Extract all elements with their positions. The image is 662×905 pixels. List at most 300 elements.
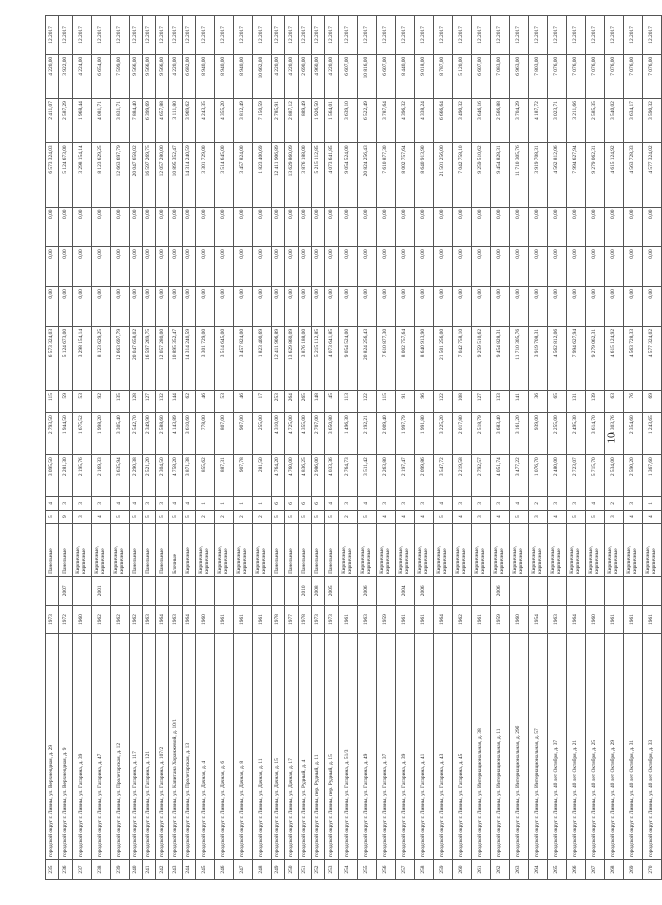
cell-year-overhaul	[471, 576, 490, 605]
cell-max-cost-per-sqm: 7 076,00	[547, 54, 566, 98]
cell-year-built: 1963	[357, 605, 376, 634]
cell-year-overhaul	[142, 576, 155, 605]
cell-residents: 131	[566, 391, 585, 413]
cell-year-overhaul: 2005	[325, 576, 338, 605]
cell-residents: 128	[129, 391, 142, 413]
cell-completion-date: 12.2017	[298, 16, 311, 55]
table-row	[142, 16, 155, 880]
cell-cost-local: 0,00	[452, 207, 471, 247]
cell-cost-local: 0,00	[376, 207, 395, 247]
cell-cost-regional: 0,00	[338, 247, 357, 287]
cell-completion-date: 12.2017	[452, 16, 471, 55]
cell-completion-date: 12.2017	[285, 16, 298, 55]
cell-living-area: 2 542,70	[129, 413, 142, 455]
cell-year-built: 1961	[338, 605, 357, 634]
cell-cost-owners: 7 994 627,94	[566, 143, 585, 207]
cell-cost-per-sqm: 3 111,80	[169, 99, 182, 143]
cell-residents: 76	[623, 391, 642, 413]
cell-year-overhaul	[452, 576, 471, 605]
cell-cost-federal: 0,00	[452, 287, 471, 327]
cell-row-number: 259	[433, 860, 452, 880]
cell-cost-federal: 0,00	[215, 287, 234, 327]
cell-total-area: 907,78	[234, 455, 253, 497]
cell-living-area: 3 305,40	[110, 413, 129, 455]
cell-floors: 5	[298, 510, 311, 523]
cell-total-area: 3 095,50	[46, 455, 59, 497]
cell-wall-material: Панельные	[59, 523, 72, 576]
cell-cost-owners: 4 577 324,02	[642, 143, 661, 207]
cell-year-overhaul: 2006	[490, 576, 509, 605]
cell-wall-material: Панельные	[311, 523, 324, 576]
cell-cost-local: 0,00	[325, 207, 338, 247]
cell-cost-owners: 4 615 124,92	[604, 143, 623, 207]
cell-entrances: 3	[395, 497, 414, 510]
cell-year-overhaul	[585, 576, 604, 605]
cell-entrances: 3	[142, 497, 155, 510]
cell-cost-federal: 0,00	[357, 287, 376, 327]
cell-entrances: 4	[509, 497, 528, 510]
cell-residents: 115	[376, 391, 395, 413]
cell-year-overhaul	[623, 576, 642, 605]
cell-living-area: 4 355,00	[298, 413, 311, 455]
cell-row-number: 255	[357, 860, 376, 880]
cell-cost-regional: 0,00	[566, 247, 585, 287]
cell-cost-owners: 3 298 154,14	[72, 143, 91, 207]
cell-cost-owners: 4 563 728,33	[623, 143, 642, 207]
cell-entrances: 1	[253, 497, 272, 510]
cell-living-area: 3 610,60	[182, 413, 195, 455]
cell-cost-total: 1 823 400,69	[253, 326, 272, 390]
cell-row-number: 258	[414, 860, 433, 880]
cell-address: городской округ г. Ливны, ул. Гагарина, д. 107/2	[156, 634, 169, 860]
cell-wall-material: Кирпичные	[182, 523, 195, 576]
cell-address: городской округ г. Ливны, ул. Дачная, д. 15	[272, 634, 285, 860]
cell-floors: 4	[376, 510, 395, 523]
cell-cost-per-sqm: 1 968,44	[72, 99, 91, 143]
cell-residents: 53	[72, 391, 91, 413]
cell-cost-regional: 0,00	[59, 247, 72, 287]
cell-row-number: 247	[234, 860, 253, 880]
cell-floors: 5	[509, 510, 528, 523]
cell-year-overhaul	[272, 576, 285, 605]
cell-entrances: 3	[547, 497, 566, 510]
cell-row-number: 257	[395, 860, 414, 880]
cell-address: городской округ г. Ливны, ул. 40 лет Октября, д. 25	[585, 634, 604, 860]
cell-residents: 69	[642, 391, 661, 413]
cell-cost-per-sqm: 4 657,88	[156, 99, 169, 143]
cell-completion-date: 12.2017	[376, 16, 395, 55]
cell-year-built: 1973	[325, 605, 338, 634]
cell-entrances: 4	[169, 497, 182, 510]
cell-total-area: 4 836,25	[298, 455, 311, 497]
cell-cost-local: 0,00	[623, 207, 642, 247]
table-row	[46, 16, 59, 880]
cell-completion-date: 12.2017	[215, 16, 234, 55]
cell-cost-per-sqm: 3 590,32	[642, 99, 661, 143]
cell-cost-total: 20 824 256,43	[357, 326, 376, 390]
cell-total-area: 2 764,73	[338, 455, 357, 497]
cell-cost-federal: 0,00	[142, 287, 155, 327]
cell-year-built: 1960	[196, 605, 215, 634]
cell-cost-owners: 9 279 062,31	[585, 143, 604, 207]
cell-wall-material: Кирпичные, кирпичные	[509, 523, 528, 576]
cell-floors: 4	[642, 510, 661, 523]
cell-row-number: 269	[623, 860, 642, 880]
cell-total-area: 3 635,94	[110, 455, 129, 497]
cell-cost-per-sqm: 4 338,24	[414, 99, 433, 143]
cell-year-overhaul	[253, 576, 272, 605]
table-row	[509, 16, 528, 880]
cell-year-built: 1961	[253, 605, 272, 634]
cell-cost-owners: 6 573 324,03	[46, 143, 59, 207]
cell-address: городской округ г. Ливны, ул. 40 лет Октября, д. 33	[642, 634, 661, 860]
cell-floors: 4	[490, 510, 509, 523]
cell-row-number: 263	[509, 860, 528, 880]
cell-cost-owners: 12 411 906,89	[272, 143, 285, 207]
cell-cost-local: 0,00	[182, 207, 195, 247]
cell-year-built: 1963	[169, 605, 182, 634]
cell-row-number: 262	[490, 860, 509, 880]
cell-cost-owners: 14 314 240,59	[182, 143, 195, 207]
table-row	[490, 16, 509, 880]
cell-year-overhaul	[509, 576, 528, 605]
cell-total-area: 281,50	[253, 455, 272, 497]
table-body	[46, 16, 662, 880]
cell-cost-owners: 3 514 645,00	[215, 143, 234, 207]
cell-cost-local: 0,00	[490, 207, 509, 247]
cell-year-built: 1961	[471, 605, 490, 634]
cell-row-number: 249	[272, 860, 285, 880]
cell-residents: 127	[471, 391, 490, 413]
cell-cost-local: 0,00	[272, 207, 285, 247]
cell-wall-material: Кирпичные, кирпичные	[215, 523, 234, 576]
cell-floors: 5	[272, 510, 285, 523]
cell-cost-local: 0,00	[471, 207, 490, 247]
cell-completion-date: 12.2017	[234, 16, 253, 55]
cell-row-number: 236	[59, 860, 72, 880]
cell-residents: 253	[272, 391, 285, 413]
cell-living-area: 939,00	[528, 413, 547, 455]
cell-entrances: 3	[156, 497, 169, 510]
housing-register-table	[45, 15, 662, 880]
cell-cost-per-sqm: 1 926,50	[311, 99, 324, 143]
cell-completion-date: 12.2017	[490, 16, 509, 55]
cell-cost-regional: 0,00	[156, 247, 169, 287]
cell-living-area: 1 496,30	[338, 413, 357, 455]
cell-year-built: 1964	[156, 605, 169, 634]
cell-cost-per-sqm: 3 490,32	[452, 99, 471, 143]
cell-living-area: 1 997,79	[395, 413, 414, 455]
cell-max-cost-per-sqm: 7 076,00	[623, 54, 642, 98]
cell-address: городской округ г. Ливны, ул. Гагарина, д. 47	[91, 634, 110, 860]
cell-row-number: 268	[604, 860, 623, 880]
cell-cost-total: 21 501 256,00	[433, 326, 452, 390]
cell-living-area: 1 944,50	[59, 413, 72, 455]
cell-row-number: 252	[311, 860, 324, 880]
cell-year-built: 1962	[110, 605, 129, 634]
cell-living-area: 2 354,60	[623, 413, 642, 455]
cell-max-cost-per-sqm: 7 076,00	[642, 54, 661, 98]
cell-address: городской округ г. Ливны, ул. Гагарина, д. 37	[376, 634, 395, 860]
cell-floors: 4	[452, 510, 471, 523]
cell-max-cost-per-sqm: 8 940,00	[215, 54, 234, 98]
cell-row-number: 270	[642, 860, 661, 880]
cell-cost-total: 4 577 324,02	[642, 326, 661, 390]
cell-cost-per-sqm: 4 187,72	[528, 99, 547, 143]
cell-wall-material: Панельные	[129, 523, 142, 576]
cell-residents: 46	[196, 391, 215, 413]
table-row	[234, 16, 253, 880]
table-row	[433, 16, 452, 880]
cell-floors: 5	[311, 510, 324, 523]
cell-entrances: 4	[129, 497, 142, 510]
cell-total-area: 2 197,47	[395, 455, 414, 497]
cell-floors: 2	[253, 510, 272, 523]
table-row	[298, 16, 311, 880]
cell-cost-per-sqm: 3 831,71	[110, 99, 129, 143]
cell-cost-total: 3 514 645,00	[215, 326, 234, 390]
cell-floors: 2	[215, 510, 234, 523]
cell-wall-material: Кирпичные, кирпичные	[452, 523, 471, 576]
cell-floors: 3	[528, 510, 547, 523]
cell-residents: 45	[325, 391, 338, 413]
cell-wall-material: Кирпичные, кирпичные	[471, 523, 490, 576]
cell-cost-federal: 0,00	[414, 287, 433, 327]
cell-row-number: 235	[46, 860, 59, 880]
cell-total-area: 3 511,42	[357, 455, 376, 497]
cell-year-built: 1964	[182, 605, 195, 634]
cell-year-overhaul: 2008	[311, 576, 324, 605]
cell-wall-material: Кирпичные, кирпичные	[376, 523, 395, 576]
table-row	[585, 16, 604, 880]
cell-cost-total: 9 054 524,00	[338, 326, 357, 390]
cell-cost-federal: 0,00	[566, 287, 585, 327]
cell-address: городской округ г. Ливны, ул. Рудный, д. 4	[298, 634, 311, 860]
cell-wall-material: Кирпичные, кирпичные	[110, 523, 129, 576]
cell-year-overhaul	[182, 576, 195, 605]
cell-completion-date: 12.2017	[196, 16, 215, 55]
cell-cost-per-sqm: 4 243,35	[196, 99, 215, 143]
cell-living-area: 3 161,20	[509, 413, 528, 455]
cell-year-built: 1961	[234, 605, 253, 634]
cell-wall-material: Кирпичные, кирпичные	[253, 523, 272, 576]
cell-cost-per-sqm: 4 081,71	[91, 99, 110, 143]
cell-cost-owners: 8 002 757,64	[395, 143, 414, 207]
cell-row-number: 260	[452, 860, 471, 880]
cell-living-area: 2 017,80	[452, 413, 471, 455]
cell-cost-regional: 0,00	[547, 247, 566, 287]
cell-cost-total: 5 215 112,85	[311, 326, 324, 390]
cell-cost-federal: 0,00	[253, 287, 272, 327]
cell-year-overhaul	[433, 576, 452, 605]
cell-cost-owners: 3 876 188,00	[298, 143, 311, 207]
cell-year-built: 1978	[298, 605, 311, 634]
cell-residents: 265	[298, 391, 311, 413]
cell-entrances: 3	[623, 497, 642, 510]
cell-address: городской округ г. Ливны, ул. Дачная, д. 6	[215, 634, 234, 860]
cell-cost-per-sqm: 3 634,17	[623, 99, 642, 143]
cell-entrances: 3	[59, 497, 72, 510]
cell-row-number: 248	[253, 860, 272, 880]
cell-cost-federal: 0,00	[182, 287, 195, 327]
cell-max-cost-per-sqm: 8 940,00	[196, 54, 215, 98]
cell-cost-regional: 0,00	[623, 247, 642, 287]
cell-row-number: 246	[215, 860, 234, 880]
cell-wall-material: Панельные	[298, 523, 311, 576]
cell-year-overhaul	[338, 576, 357, 605]
cell-wall-material: Кирпичные, кирпичные	[357, 523, 376, 576]
cell-row-number: 242	[156, 860, 169, 880]
cell-address: городской округ г. Ливны, ул. Гагарина, д. 39	[395, 634, 414, 860]
cell-cost-local: 0,00	[642, 207, 661, 247]
cell-total-area: 3 871,38	[182, 455, 195, 497]
cell-cost-per-sqm: 3 540,02	[604, 99, 623, 143]
cell-living-area: 2 588,60	[156, 413, 169, 455]
cell-year-built: 1978	[272, 605, 285, 634]
cell-cost-local: 0,00	[234, 207, 253, 247]
cell-cost-per-sqm: 3 211,66	[566, 99, 585, 143]
table-row	[547, 16, 566, 880]
cell-cost-local: 0,00	[196, 207, 215, 247]
cell-floors: 3	[604, 510, 623, 523]
cell-living-area: 778,00	[196, 413, 215, 455]
cell-residents: 92	[91, 391, 110, 413]
cell-year-overhaul: 2010	[298, 576, 311, 605]
table-row	[528, 16, 547, 880]
cell-year-overhaul	[604, 576, 623, 605]
cell-cost-local: 0,00	[585, 207, 604, 247]
cell-address: городской округ г. Ливны, ул. Интернациональная, д. 38	[471, 634, 490, 860]
cell-cost-per-sqm: 2 887,12	[285, 99, 298, 143]
cell-completion-date: 12.2017	[604, 16, 623, 55]
cell-cost-local: 0,00	[253, 207, 272, 247]
cell-year-overhaul	[215, 576, 234, 605]
cell-cost-regional: 0,00	[91, 247, 110, 287]
cell-cost-federal: 0,00	[156, 287, 169, 327]
cell-completion-date: 12.2017	[182, 16, 195, 55]
cell-cost-federal: 0,00	[169, 287, 182, 327]
cell-total-area: 4 051,74	[490, 455, 509, 497]
cell-completion-date: 12.2017	[325, 16, 338, 55]
table-row	[91, 16, 110, 880]
cell-cost-federal: 0,00	[72, 287, 91, 327]
cell-completion-date: 12.2017	[59, 16, 72, 55]
cell-cost-owners: 11 710 305,76	[509, 143, 528, 207]
cell-cost-total: 4 073 641,85	[325, 326, 338, 390]
cell-cost-total: 10 895 352,47	[169, 326, 182, 390]
cell-cost-per-sqm: 6 522,49	[357, 99, 376, 143]
cell-cost-regional: 0,00	[253, 247, 272, 287]
cell-address: городской округ г. Ливны, ул. Гагарина, д. 121	[142, 634, 155, 860]
cell-max-cost-per-sqm: 10 816,00	[357, 54, 376, 98]
cell-row-number: 256	[376, 860, 395, 880]
cell-cost-local: 0,00	[357, 207, 376, 247]
cell-row-number: 243	[169, 860, 182, 880]
cell-cost-total: 11 710 305,76	[509, 326, 528, 390]
cell-entrances: 3	[490, 497, 509, 510]
cell-cost-owners: 8 123 629,25	[91, 143, 110, 207]
table-row	[253, 16, 272, 880]
cell-residents: 132	[156, 391, 169, 413]
cell-total-area: 2 099,86	[414, 455, 433, 497]
table-row	[196, 16, 215, 880]
cell-living-area: 907,00	[234, 413, 253, 455]
cell-entrances: 3	[452, 497, 471, 510]
cell-address: городской округ г. Ливны, ул. Верхнеядная, д. 9	[59, 634, 72, 860]
cell-max-cost-per-sqm: 7 803,00	[528, 54, 547, 98]
cell-cost-federal: 0,00	[338, 287, 357, 327]
cell-address: городской округ г. Ливны, ул. 40 лет Октября, д. 31	[623, 634, 642, 860]
cell-cost-local: 0,00	[604, 207, 623, 247]
cell-floors: 5	[357, 510, 376, 523]
cell-address: городской округ г. Ливны, ул. Капитана Хоранжевой, д. 10/1	[169, 634, 182, 860]
cell-address: городской округ г. Ливны, ул. Верхнеядная, д. 29	[46, 634, 59, 860]
cell-residents: 53	[215, 391, 234, 413]
cell-max-cost-per-sqm: 7 076,00	[566, 54, 585, 98]
cell-year-built: 1961	[395, 605, 414, 634]
table-row	[156, 16, 169, 880]
cell-row-number: 251	[298, 860, 311, 880]
cell-max-cost-per-sqm: 4 220,00	[325, 54, 338, 98]
cell-total-area: 5 715,70	[585, 455, 604, 497]
cell-max-cost-per-sqm: 6 654,00	[91, 54, 110, 98]
cell-address: городской округ г. Ливны, ул. Гагарина, д. 39	[72, 634, 91, 860]
cell-wall-material: Кирпичные, кирпичные	[642, 523, 661, 576]
cell-year-overhaul	[156, 576, 169, 605]
cell-row-number: 261	[471, 860, 490, 880]
cell-total-area: 2 986,00	[311, 455, 324, 497]
cell-wall-material: Кирпичные, кирпичные	[528, 523, 547, 576]
cell-completion-date: 12.2017	[253, 16, 272, 55]
cell-cost-per-sqm: 2 585,35	[585, 99, 604, 143]
cell-entrances: 1	[215, 497, 234, 510]
cell-max-cost-per-sqm: 3 922,00	[59, 54, 72, 98]
cell-living-area: 4 143,89	[169, 413, 182, 455]
cell-max-cost-per-sqm: 7 076,00	[585, 54, 604, 98]
cell-address: городской округ г. Ливны, ул. Дачная, д. 8	[234, 634, 253, 860]
cell-entrances: 3	[414, 497, 433, 510]
cell-cost-local: 0,00	[129, 207, 142, 247]
cell-cost-regional: 0,00	[414, 247, 433, 287]
cell-floors: 3	[72, 510, 91, 523]
cell-cost-per-sqm: 3 639,10	[338, 99, 357, 143]
table-row	[215, 16, 234, 880]
cell-residents: 139	[585, 391, 604, 413]
cell-cost-local: 0,00	[156, 207, 169, 247]
cell-entrances: 2	[604, 497, 623, 510]
cell-cost-federal: 0,00	[547, 287, 566, 327]
cell-cost-total: 9 279 062,31	[585, 326, 604, 390]
cell-cost-regional: 0,00	[433, 247, 452, 287]
cell-completion-date: 12.2017	[585, 16, 604, 55]
table-row	[452, 16, 471, 880]
cell-cost-federal: 0,00	[642, 287, 661, 327]
cell-total-area: 2 281,30	[59, 455, 72, 497]
table-row	[623, 16, 642, 880]
cell-row-number: 244	[182, 860, 195, 880]
cell-cost-total: 9 259 510,62	[471, 326, 490, 390]
cell-living-area: 2 707,00	[311, 413, 324, 455]
cell-year-overhaul	[376, 576, 395, 605]
cell-cost-owners: 5 124 673,00	[59, 143, 72, 207]
cell-cost-local: 0,00	[110, 207, 129, 247]
cell-max-cost-per-sqm: 10 662,00	[253, 54, 272, 98]
cell-cost-federal: 0,00	[110, 287, 129, 327]
cell-completion-date: 12.2017	[623, 16, 642, 55]
cell-address: городской округ г. Ливны, ул. Гагарина, д. 45	[452, 634, 471, 860]
cell-cost-total: 7 610 877,30	[376, 326, 395, 390]
cell-year-built: 1961	[215, 605, 234, 634]
